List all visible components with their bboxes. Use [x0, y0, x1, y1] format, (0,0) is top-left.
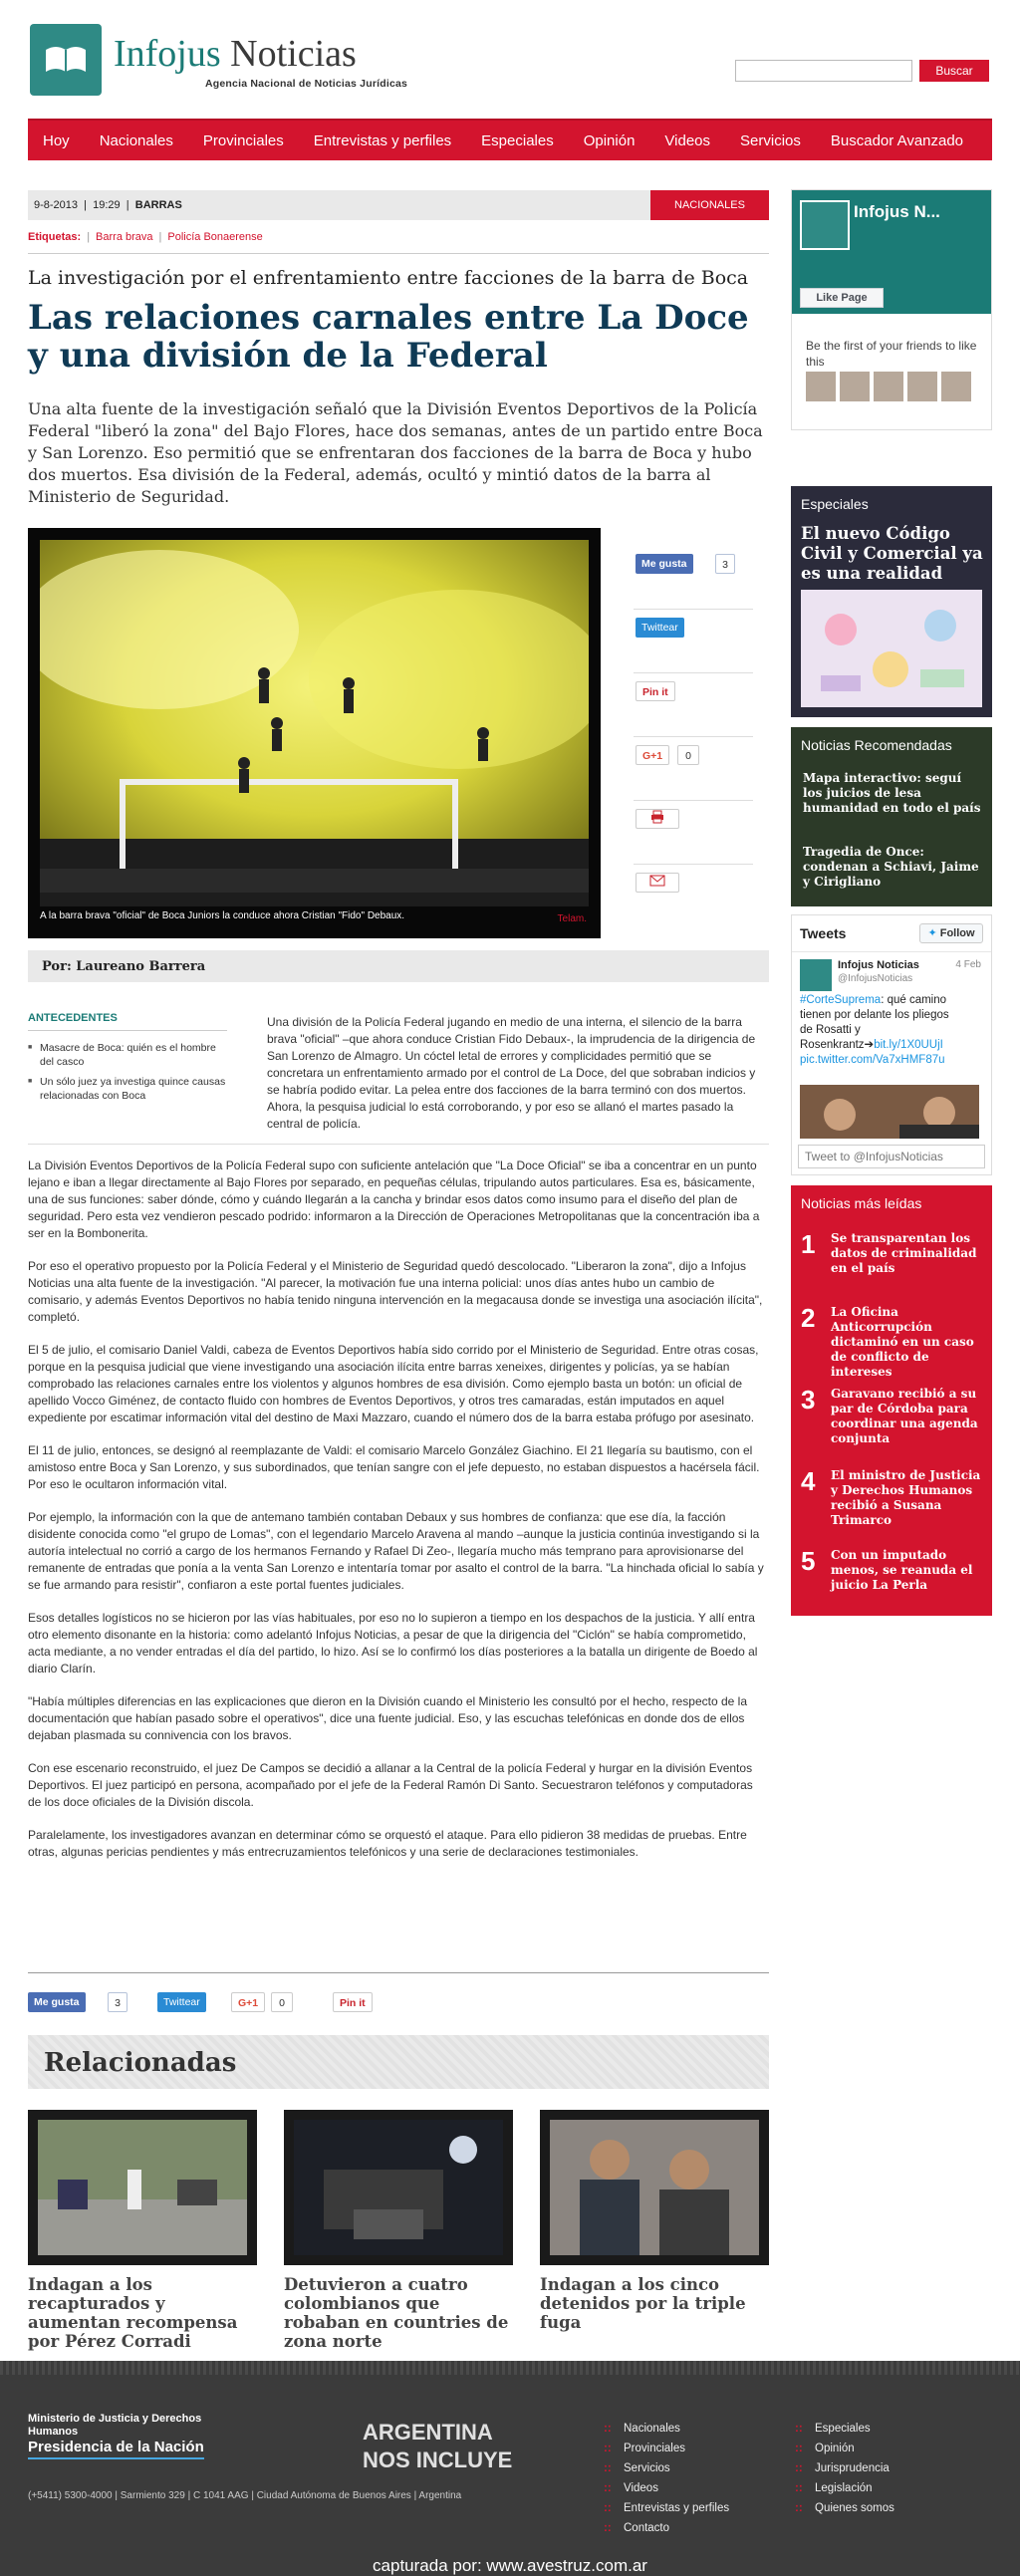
tags-row: Etiquetas: | Barra brava | Policía Bonaerense [28, 231, 263, 243]
argentina-nos-incluye-logo: ARGENTINA NOS INCLUYE [363, 2420, 513, 2472]
share-facebook [634, 546, 753, 610]
google-plus-count: 0 [677, 745, 699, 765]
footer-link[interactable]: :: Legislación [795, 2478, 894, 2498]
related-title[interactable]: Detuvieron a cuatro colombianos que robaban en countries de zona norte [284, 2275, 509, 2351]
footer-link[interactable]: :: Jurisprudencia [795, 2458, 894, 2478]
share-twitter [634, 610, 753, 673]
nav-item-servicios[interactable]: Servicios [740, 131, 801, 149]
main-nav [28, 119, 992, 160]
mas-leida-item[interactable]: 1 Se transparentan los datos de criminalidad en el país [801, 1229, 977, 1275]
mas-leida-item[interactable]: 3 Garavano recibió a su par de Córdoba para coordinar una agenda conjunta [801, 1385, 978, 1445]
footer-link[interactable]: :: Nacionales [604, 2419, 729, 2439]
article-lead: Una alta fuente de la investigación señaló que la División Eventos Deportivos de la Policía Federal "liberó la zona" del Bajo Flores, hace dos semanas, antes de un partido entre Boca y San Lorenzo. Eso permitió que se enfrentaran dos facciones de la barra de Boca y hubo dos muertos. Esa división de la Federal, además, ocultó y mintió datos de la barra al Ministerio de Seguridad. [28, 399, 763, 506]
nav-item-nacionales[interactable]: Nacionales [99, 131, 173, 149]
recomendada-link[interactable]: Tragedia de Once: condenan a Schiavi, Jaime y Cirigliano [803, 845, 979, 889]
related-heading: Relacionadas [28, 2035, 769, 2089]
divider [792, 951, 991, 952]
paragraph: El 11 de julio, entonces, se designó al reemplazante de Valdi: el comisario Marcelo González Giachino. El 21 llegaría su bautismo, con el amistoso entre Boca y San Lorenzo, y sus subordinados, que tenían sangre con el jefe depuesto, no estaban dispuestos a hacérsela fácil. Por eso le ocultaron información vital. [28, 1443, 760, 1491]
paragraph: Con ese escenario reconstruido, el juez De Campos se decidió a allanar a la Central de la policía Federal y hurgar en la división Eventos Deportivos. El juez participó en persona, acompañado por el jefe de la Federal Ramón Di Santo. Secuestraron teléfonos y computadoras de los doce oficiales de la División discola. [28, 1761, 753, 1809]
bottom-share-row [28, 1992, 769, 2016]
paragraph: Esos detalles logísticos no se hicieron por las vías habituales, por eso no lo supieron a tiempo en los despachos de la justicia. Y allí entra otro elemento disonante en la historia: como adelantó Infojus Noticias, a pesar de que la dirigencia del "Ciclón" se había comprometido, acta mediante, a no vender entradas el día del partido, lo hizo. Así se lo confirmó los días posteriores a la batalla un dirigente de Boedo al diario Clarín. [28, 1611, 758, 1675]
article-body [28, 1158, 769, 1877]
mas-leidas-heading: Noticias más leídas [801, 1195, 922, 1211]
page-title: Las relaciones carnales entre La Doce y una división de la Federal [28, 298, 749, 376]
tweet-image[interactable] [800, 1085, 979, 1139]
google-plus-button[interactable]: G+1 [636, 745, 669, 765]
related-image[interactable] [540, 2110, 769, 2265]
facebook-friends-text: Be the first of your friends to like this [806, 339, 977, 369]
recomendadas-widget [791, 727, 992, 906]
twitter-follow-button[interactable]: ✦ Follow [919, 923, 983, 943]
recomendada-link[interactable]: Mapa interactivo: seguí los juicios de lesa humanidad en todo el país [803, 771, 981, 815]
facebook-page-banner[interactable] [792, 190, 991, 314]
tweet-author-name[interactable]: Infojus Noticias [838, 959, 919, 971]
nav-item-buscador[interactable]: Buscador Avanzado [830, 131, 964, 149]
author-bar: Por: Laureano Barrera [28, 950, 769, 982]
antecedentes-title: ANTECEDENTES [28, 1012, 227, 1031]
especiales-image[interactable] [801, 590, 982, 707]
logo-icon[interactable] [30, 24, 102, 96]
facebook-page-name[interactable]: Infojus N... [854, 202, 940, 221]
tweet-link[interactable]: pic.twitter.com/Va7xHMF87u [800, 1054, 945, 1066]
tweet-text: #CorteSuprema: qué camino tienen por delante los pliegos de Rosatti y Rosenkrantz➔bit.ly/1X0UUjI pic.twitter.com/Va7xHMF87u [800, 994, 949, 1066]
logo-title[interactable]: Infojus Noticias [114, 33, 357, 75]
article-meta-bar [28, 190, 769, 220]
facebook-page-widget [791, 189, 992, 430]
footer-link[interactable]: :: Entrevistas y perfiles [604, 2498, 729, 2518]
antecedente-link[interactable]: ■ Masacre de Boca: quién es el hombre del casco [28, 1041, 227, 1069]
stadium-photo-image [40, 540, 589, 906]
related-card[interactable] [540, 2110, 769, 2332]
google-plus-count: 0 [271, 1992, 293, 2012]
related-image[interactable] [28, 2110, 257, 2265]
capture-credit: capturada por: www.avestruz.com.ar [373, 2556, 647, 2575]
pinterest-button[interactable]: Pin it [333, 1992, 373, 2012]
paragraph: La División Eventos Deportivos de la Policía Federal supo con suficiente antelación que "La Doce Oficial" se iba a concentrar en un punto lejano e iban a llegar directamente al Bajo Flores por separado, en pequeñas células, tripulando autos particulares. Esa es, básicamente, una de sus funciones: saber dónde, cómo y cuándo llegarán a la cancha y brindar esos datos como insumo para el diseño del plan de seguridad. Pero esta vez vendieron pescado podrido: informaron a la Dirección de Operaciones Metropolitanas que la concentración iba a ser en la Bombonerita. [28, 1159, 760, 1240]
avatar[interactable] [941, 372, 971, 401]
tweet-button[interactable]: Twittear [636, 618, 684, 638]
site-header [28, 22, 992, 102]
footer-pattern [0, 2361, 1020, 2375]
avatar[interactable] [874, 372, 903, 401]
paragraph: El 5 de julio, el comisario Daniel Valdi, cabeza de Eventos Deportivos había sido corrido por el Ministerio de Seguridad. Entre otras cosas, porque en la pesquisa judicial que viene investigando una asociación ilícita entre barras xeneixes, dirigentes y policías, ya se habían comprobado las relaciones carnales entre los violentos y algunos hombres de esa división. Como ejemplo basta un botón: un oficial de apellido Vocco Giménez, de contacto fluido con hombres de Eventos Deportivos, y otros tres camaradas, están imputados en aquel expediente por escatimar información vital del destino de Maxi Mazzaro, cuando el número dos de la barra estaba prófugo por asesinato. [28, 1343, 759, 1424]
share-mail [634, 865, 753, 928]
footer-link[interactable]: :: Servicios [604, 2458, 729, 2478]
footer-address: (+5411) 5300-4000 | Sarmiento 329 | C 1041 AAG | Ciudad Autónoma de Buenos Aires | Argentina [28, 2490, 462, 2501]
share-print [634, 801, 753, 865]
footer-link[interactable]: :: Videos [604, 2478, 729, 2498]
related-title[interactable]: Indagan a los recapturados y aumentan recompensa por Pérez Corradi [28, 2275, 238, 2351]
search-input[interactable] [735, 60, 912, 82]
tweet-author-handle[interactable]: @InfojusNoticias [838, 973, 913, 984]
tweet-button[interactable]: Twittear [157, 1992, 206, 2012]
avatar[interactable] [840, 372, 870, 401]
footer-link[interactable]: :: Provinciales [604, 2439, 729, 2458]
envelope-icon[interactable] [636, 873, 679, 893]
logo-subtitle: Agencia Nacional de Noticias Jurídicas [205, 78, 408, 90]
antecedentes-box [28, 1012, 227, 1138]
ministerio-logo[interactable]: Ministerio de Justicia y Derechos Humanos [28, 2413, 202, 2438]
facebook-like-button[interactable]: Me gusta [636, 554, 693, 574]
footer-link[interactable]: :: Quienes somos [795, 2498, 894, 2518]
especiales-widget [791, 486, 992, 717]
nav-item-videos[interactable]: Videos [664, 131, 711, 149]
photo-credit: Telam. [557, 913, 587, 924]
section-tag[interactable]: NACIONALES [650, 190, 769, 220]
facebook-count: 3 [715, 554, 735, 574]
avatar[interactable] [800, 959, 832, 991]
printer-icon[interactable] [636, 809, 679, 829]
avatar[interactable] [806, 372, 836, 401]
article-intro: Una división de la Policía Federal jugando en medio de una interna, el silencio de la barra brava "oficial" –que ahora conduce Cristian Fido Debaux-, la imprudencia de la dirigencia de San Lorenzo de Almagro. Un cóctel letal de errores y complicidades permitió que se concretara un enfrentamiento armado por el control de La Doce, del que sobraban indicios y se habría podido evitar. La pelea entre dos facciones de la barra terminó con dos muertos. Ahora, la pesquisa judicial lo está corroborando, y por eso se allanó el martes pasado la central de policía. [267, 1015, 756, 1131]
tag-link[interactable]: Policía Bonaerense [167, 231, 263, 243]
related-card[interactable] [28, 2110, 257, 2351]
divider [28, 1144, 769, 1145]
page-logo-icon [800, 200, 850, 250]
mas-leidas-widget [791, 1185, 992, 1616]
share-google [634, 737, 753, 801]
site-footer [0, 2361, 1020, 2576]
nav-item-opinion[interactable]: Opinión [583, 131, 636, 149]
facebook-friends-faces [806, 372, 971, 401]
twitter-widget [791, 914, 992, 1175]
twitter-bird-icon: ✦ [927, 927, 937, 939]
paragraph: Por ejemplo, la información con la que de antemano también contaban Debaux y sus hombres de confianza: que ese día, la facción disidente conocida como "el grupo de Lomas", con el legendario Marcelo Aravena al mando –aunque la justicia continúa investigando si la autoría intelectual no corrió a cargo de los hermanos Fernando y Rafael Di Zeo-, llegaría mucho más temprano para aprovisionarse del remanente de entradas que ponía a la venta San Lorenzo e intentaría tomar por asalto el control de la barra. "La hinchada oficial lo sabía y se fue armando para resistir", confiaron a este portal fuentes judiciales. [28, 1510, 764, 1592]
related-image[interactable] [284, 2110, 513, 2265]
paragraph: Paralelamente, los investigadores avanzan en determinar cómo se orquestó el ataque. Para ello pidieron 38 medidas de pruebas. Entre otras, algunas pericias pendientes y más entrecruzamientos telefónicos y una serie de declaraciones testimoniales. [28, 1828, 747, 1859]
mas-leida-item[interactable]: 4 El ministro de Justicia y Derechos Humanos recibió a Susana Trimarco [801, 1466, 981, 1527]
avatar[interactable] [907, 372, 937, 401]
nav-item-especiales[interactable]: Especiales [481, 131, 554, 149]
footer-links-col1 [604, 2419, 729, 2538]
footer-link[interactable]: :: Contacto [604, 2518, 729, 2538]
article-kicker: La investigación por el enfrentamiento entre facciones de la barra de Boca [28, 267, 749, 289]
footer-link[interactable]: :: Especiales [795, 2419, 894, 2439]
nav-item-hoy[interactable]: Hoy [43, 131, 70, 149]
hashtag-link[interactable]: #CorteSuprema [800, 994, 882, 1006]
presidencia-logo[interactable]: Presidencia de la Nación [28, 2439, 204, 2459]
tweet-date[interactable]: 4 Feb [955, 959, 981, 970]
nav-item-provinciales[interactable]: Provinciales [202, 131, 284, 149]
article-photo [28, 528, 601, 938]
facebook-like-button[interactable]: Me gusta [28, 1992, 86, 2012]
related-card[interactable] [284, 2110, 513, 2351]
tweet-to-input[interactable]: Tweet to @InfojusNoticias [798, 1145, 985, 1168]
paragraph: "Había múltiples diferencias en las explicaciones que dieron en la División cuando el Ministerio les consultó por el hecho, respecto de la documentación que habían pasado sobre el operativos", dice una fuente judicial. Eso, y las escuchas telefónicas en donde dos de ellos dejaban plasmada su connivencia con los bravos. [28, 1694, 747, 1742]
google-plus-button[interactable]: G+1 [231, 1992, 265, 2012]
divider [28, 1972, 769, 1973]
tweets-heading: Tweets [800, 925, 847, 941]
mas-leida-item[interactable]: 5 Con un imputado menos, se reanuda el juicio La Perla [801, 1546, 973, 1592]
paragraph: Por eso el operativo propuesto por la Policía Federal y el Ministerio de Seguridad quedó descolocado. "Liberaron la zona", dijo a Infojus Noticias una alta fuente de la investigación. "Al parecer, la motivación fue una interna policial: unos días antes hubo un cambio de comisario, y además Eventos Deportivos no había tenido ninguna intervención en la megacausa donde se investiga una asociación ilícita", completó. [28, 1259, 763, 1324]
search-button[interactable]: Buscar [919, 60, 989, 82]
footer-link[interactable]: :: Opinión [795, 2439, 894, 2458]
tweet-link[interactable]: bit.ly/1X0UUjI [874, 1039, 943, 1051]
related-title[interactable]: Indagan a los cinco detenidos por la triple fuga [540, 2275, 746, 2332]
mas-leida-item[interactable]: 2 La Oficina Anticorrupción dictaminó en un caso de conflicto de intereses [801, 1303, 974, 1379]
footer-links-col2 [795, 2419, 894, 2518]
especiales-heading: Especiales [801, 496, 869, 512]
antecedente-link[interactable]: ■ Un sólo juez ya investiga quince causas relacionadas con Boca [28, 1075, 227, 1103]
divider [28, 253, 769, 254]
especiales-title[interactable]: El nuevo Código Civil y Comercial ya es una realidad [801, 524, 983, 583]
facebook-count: 3 [108, 1992, 128, 2012]
article-datetime: 9-8-2013 | 19:29 | BARRAS [34, 199, 182, 211]
nav-item-entrevistas[interactable]: Entrevistas y perfiles [313, 131, 452, 149]
photo-caption: A la barra brava "oficial" de Boca Juniors la conduce ahora Cristian "Fido" Debaux. [40, 910, 405, 921]
share-pinterest [634, 673, 753, 737]
pinterest-button[interactable]: Pin it [636, 681, 675, 701]
recomendadas-heading: Noticias Recomendadas [801, 737, 952, 753]
facebook-like-page-button[interactable]: Like Page [800, 288, 884, 308]
tag-link[interactable]: Barra brava [96, 231, 153, 243]
